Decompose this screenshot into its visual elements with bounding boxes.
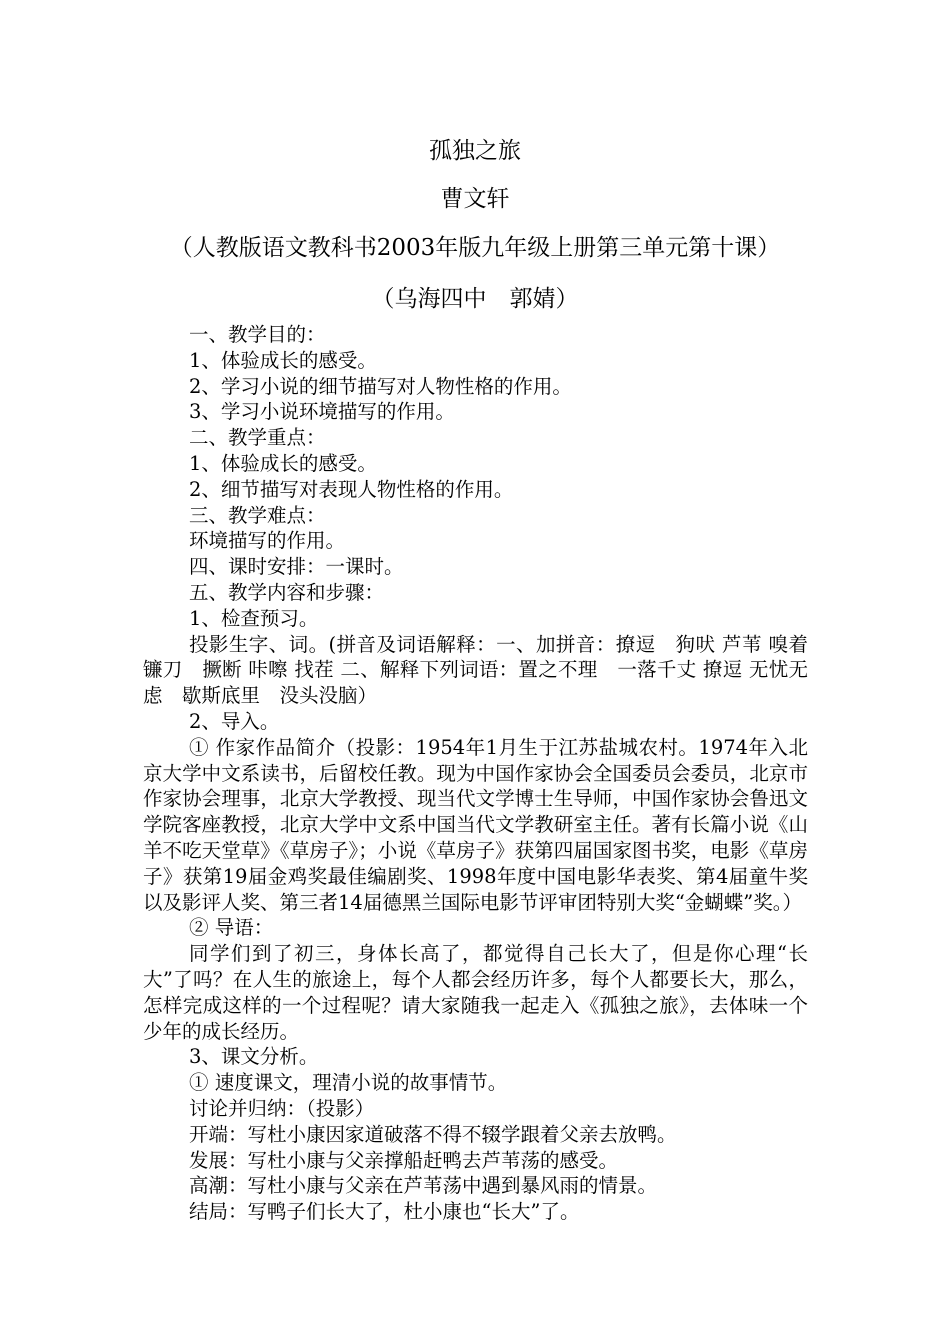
analysis-item: ① 速度课文，理清小说的故事情节。: [189, 1071, 508, 1095]
plot-development: 发展：写杜小康与父亲撑船赶鸭去芦苇荡的感受。: [189, 1148, 619, 1172]
step-preview-heading: 1、检查预习。: [189, 606, 319, 630]
step-analysis-heading: 3、课文分析。: [189, 1045, 319, 1069]
keypoint-item: 2、细节描写对表现人物性格的作用。: [189, 477, 514, 501]
author-intro-paragraph: ① 作家作品简介（投影：1954年1月生于江苏盐城农村。1974年入北京大学中文系读书，后留校任教。现为中国作家协会全国委员会委员，北京市作家协会理事，北京大学教授、现当代文学博士生导师，中国作家协会鲁迅文学院客座教授，北京大学中文系中国当代文学教研室主任。著有长篇小说《山羊不吃天堂草》《草房子》；小说《草房子》获第四届国家图书奖，电影《草房子》获第19届金鸡奖最佳编剧奖、1998年度中国电影华表奖、第4届童牛奖以及影评人奖、第三者14届德黑兰国际电影节评审团特别大奖“金蝴蝶”奖。）: [143, 735, 808, 914]
lesson-body: [143, 322, 808, 1225]
guide-heading: ② 导语：: [189, 916, 274, 940]
author-name: 曹文轩: [440, 186, 510, 212]
preview-paragraph: 投影生字、词。(拼音及词语解释：一、加拼音：撩逗 狗吠 芦苇 嗅着 镰刀 撅断 咔嚓 找茬 二、解释下列词语：置之不理 一落千丈 撩逗 无忧无虑 歇斯底里 没头没脑）: [143, 632, 808, 708]
keypoint-item: 1、体验成长的感受。: [189, 451, 377, 475]
goal-item: 2、学习小说的细节描写对人物性格的作用。: [189, 374, 572, 398]
section-difficulty-heading: 三、教学难点：: [189, 503, 326, 527]
teacher-name: （乌海四中 郭婧）: [371, 286, 579, 312]
goal-item: 1、体验成长的感受。: [189, 348, 377, 372]
section-steps-heading: 五、教学内容和步骤：: [189, 580, 385, 604]
goal-item: 3、学习小说环境描写的作用。: [189, 400, 455, 424]
textbook-source: （人教版语文教科书2003年版九年级上册第三单元第十课）: [169, 235, 781, 261]
section-keypoints-heading: 二、教学重点：: [189, 426, 326, 450]
section-goals-heading: 一、教学目的：: [189, 323, 326, 346]
plot-climax: 高潮：写杜小康与父亲在芦苇荡中遇到暴风雨的情景。: [189, 1174, 658, 1198]
analysis-item: 讨论并归纳：（投影）: [189, 1096, 375, 1120]
document-title: 孤独之旅: [429, 138, 521, 164]
difficulty-item: 环境描写的作用。: [189, 529, 346, 553]
section-schedule: 四、课时安排：一课时。: [189, 555, 404, 579]
step-intro-heading: 2、导入。: [189, 709, 280, 733]
guide-paragraph: 同学们到了初三，身体长高了，都觉得自己长大了，但是你心理“长大”了吗？在人生的旅途上，每个人都会经历许多，每个人都要长大，那么，怎样完成这样的一个过程呢？请大家随我一起走入《孤独之旅》，去体味一个少年的成长经历。: [143, 942, 808, 1043]
plot-beginning: 开端：写杜小康因家道破落不得不辍学跟着父亲去放鸭。: [189, 1122, 677, 1146]
plot-ending: 结局：写鸭子们长大了，杜小康也“长大”了。: [189, 1200, 580, 1224]
